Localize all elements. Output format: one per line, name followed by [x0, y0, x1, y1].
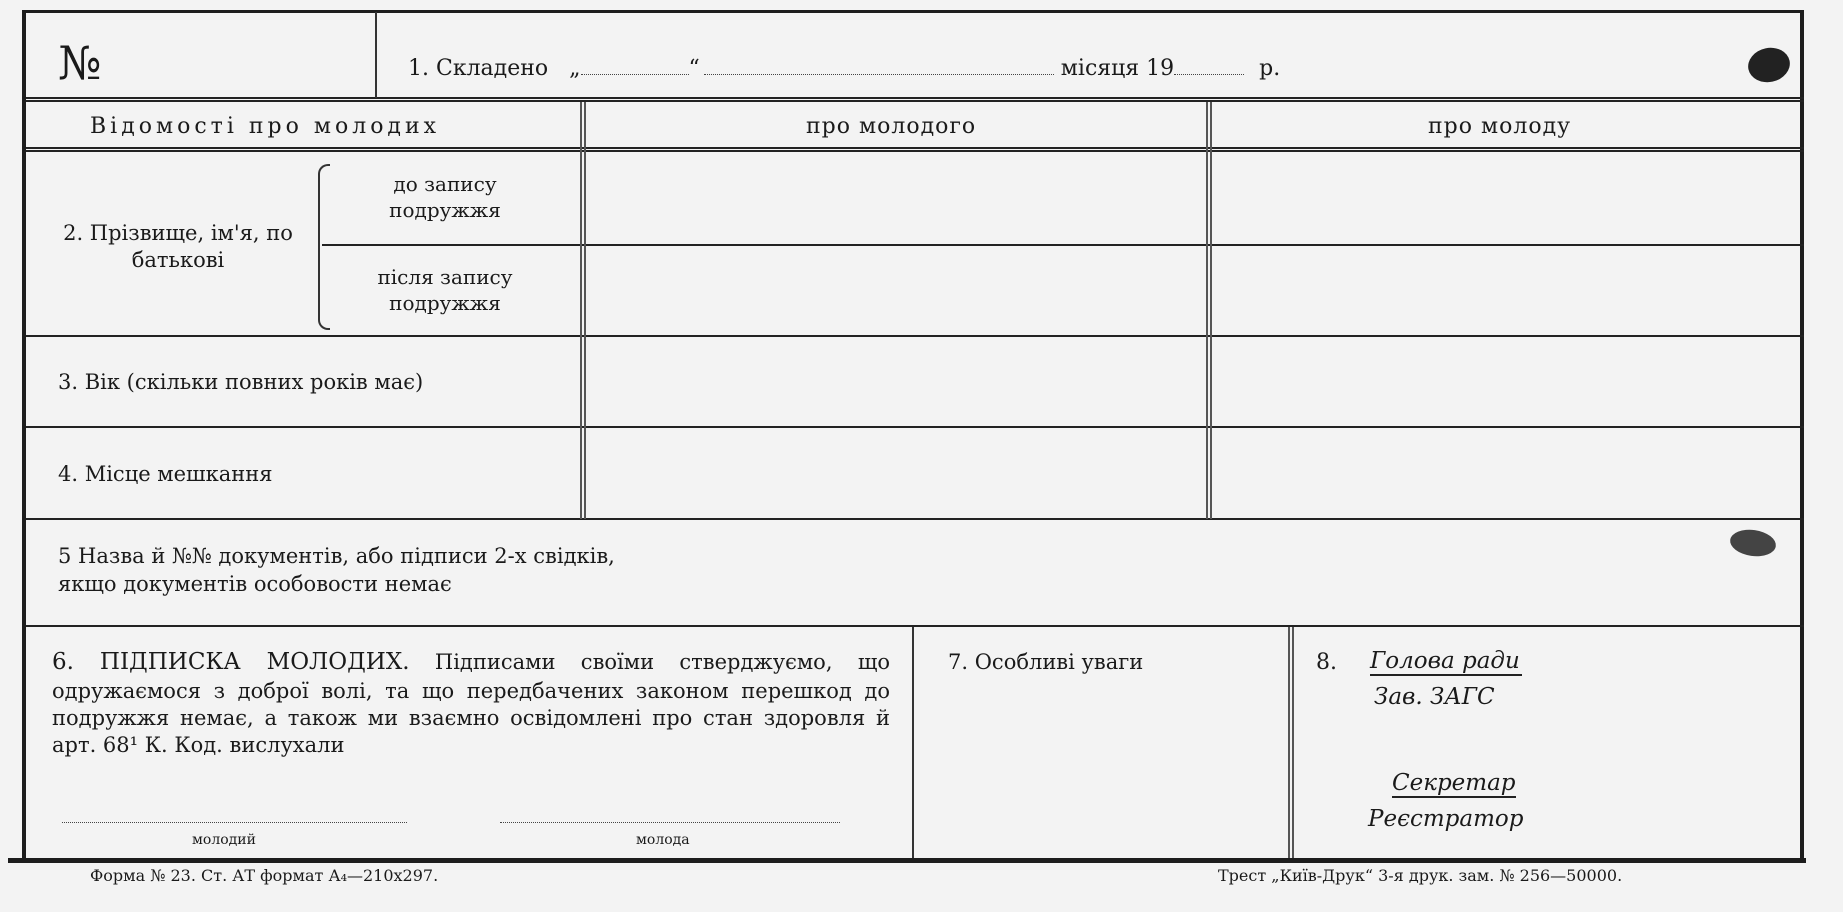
pledge-block — [52, 648, 890, 760]
day-field[interactable] — [581, 74, 689, 75]
year-field[interactable] — [1174, 74, 1244, 75]
fullname-label: 2. Прізвище, ім'я, по батькові — [63, 221, 293, 273]
number-cell-divider — [375, 12, 377, 98]
documents-row-divider — [26, 625, 1804, 627]
groom-residence-cell[interactable] — [590, 431, 1202, 515]
age-label: 3. Вік (скільки повних років має) — [58, 370, 424, 394]
year-abbrev: р. — [1259, 56, 1281, 81]
drawn-up-line — [408, 56, 1280, 81]
form-info: Форма № 23. Ст. АТ формат А₄—210х297. — [90, 866, 439, 885]
bride-name-after-cell[interactable] — [1216, 248, 1800, 332]
bride-column-header: про молоду — [1428, 114, 1572, 139]
age-row-divider — [26, 426, 1804, 428]
bride-signature-line[interactable] — [500, 822, 840, 823]
pledge-remarks-divider — [912, 627, 914, 858]
info-column-header: Відомості про молодих — [90, 114, 441, 139]
header-divider — [26, 97, 1804, 102]
pledge-text: Підписами своїми стверджуємо, що одружаємося з доброї волі, та що передбачених законом перешкод до подружжя немає, а також ми взаємно освідомлені про стан здоровля й арт. 68¹ К. Код. вислухали — [52, 650, 890, 758]
chair-title: Голова ради — [1370, 648, 1520, 674]
number-sign: № — [58, 36, 102, 90]
officials-number: 8. — [1316, 650, 1337, 675]
bride-name-before-cell[interactable] — [1216, 152, 1800, 240]
groom-signature-line[interactable] — [62, 822, 407, 823]
fullname-brace — [318, 164, 330, 330]
remarks-officials-divider — [1288, 627, 1294, 858]
quote-close: “ — [688, 56, 700, 81]
pledge-heading: 6. ПІДПИСКА МОЛОДИХ. — [52, 649, 410, 675]
before-marriage-label: до запису подружжя — [389, 172, 501, 222]
fullname-row-divider — [26, 335, 1804, 337]
form-bottom-rule — [8, 858, 1806, 863]
registrar-title: Реєстратор — [1368, 806, 1524, 832]
quote-open: „ — [569, 56, 581, 81]
month-field[interactable] — [704, 74, 1054, 75]
label-column-divider — [580, 102, 586, 519]
after-marriage-label: після запису подружжя — [377, 265, 513, 315]
groom-column-header: про молодого — [806, 114, 977, 139]
bride-sign-label: молода — [636, 832, 690, 848]
remarks-cell[interactable] — [920, 690, 1280, 850]
remarks-label: 7. Особливі уваги — [948, 650, 1144, 674]
documents-label: 5 Назва й №№ документів, або підписи 2-х свідків, якщо документів особовости немає — [58, 544, 615, 597]
secretary-title: Секретар — [1392, 770, 1516, 796]
groom-sign-label: молодий — [192, 832, 256, 848]
drawn-up-label: 1. Складено — [408, 56, 549, 81]
groom-bride-divider — [1206, 102, 1212, 519]
residence-label: 4. Місце мешкання — [58, 462, 273, 486]
groom-age-cell[interactable] — [590, 340, 1202, 422]
head-title: Зав. ЗАГС — [1374, 684, 1495, 710]
name-subrow-divider — [322, 244, 1804, 246]
printer-info: Трест „Київ-Друк“ 3-я друк. зам. № 256—50000. — [1218, 866, 1623, 885]
bride-residence-cell[interactable] — [1216, 431, 1800, 515]
month-label: місяця 19 — [1060, 56, 1175, 81]
residence-row-divider — [26, 518, 1804, 520]
groom-name-before-cell[interactable] — [590, 152, 1202, 240]
groom-name-after-cell[interactable] — [590, 248, 1202, 332]
bride-age-cell[interactable] — [1216, 340, 1800, 422]
